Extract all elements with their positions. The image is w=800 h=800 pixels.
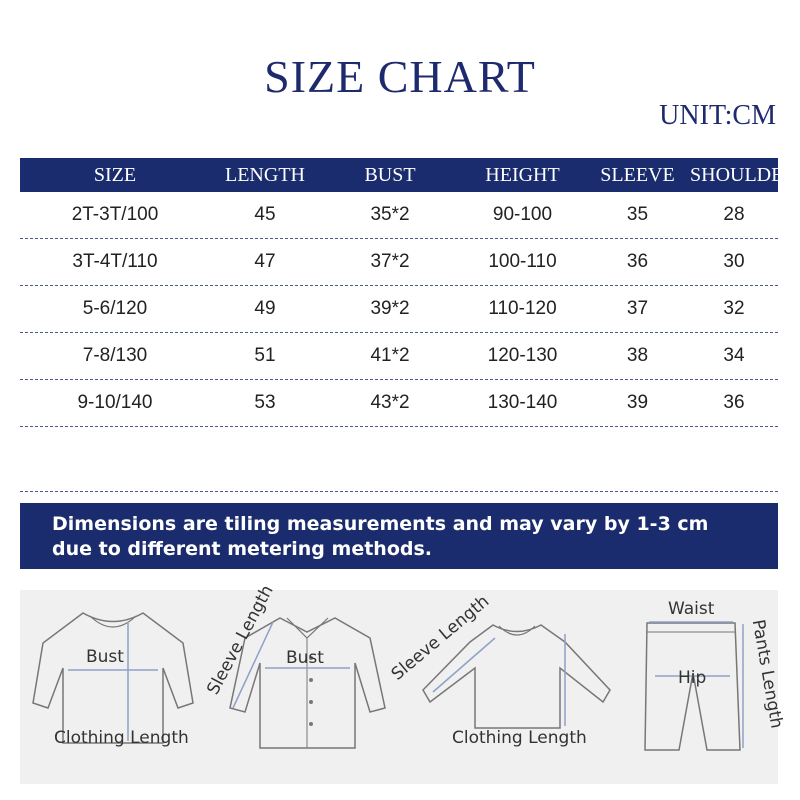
table-row: [20, 333, 778, 380]
cell-size: 9-10/140: [77, 392, 153, 413]
note-line-1: Dimensions are tiling measurements and may vary by 1-3 cm: [52, 513, 709, 535]
cell-height: 130-140: [487, 392, 558, 413]
cell-length: 51: [254, 345, 276, 366]
cell-shoulder: 34: [723, 345, 745, 366]
table-row: [20, 286, 778, 333]
cell-bust: 43*2: [370, 392, 410, 413]
shirt-sleeve-label: Sleeve Length: [203, 581, 278, 699]
header-height: HEIGHT: [485, 163, 560, 186]
cell-bust: 35*2: [370, 204, 410, 225]
table-row: [20, 192, 778, 239]
measurement-diagram: [20, 581, 787, 784]
unit-label: UNIT:CM: [659, 100, 776, 131]
cell-shoulder: 30: [723, 251, 745, 272]
size-table: [20, 158, 797, 492]
cell-height: 120-130: [487, 345, 558, 366]
cell-size: 3T-4T/110: [72, 251, 158, 272]
header-shoulder: SHOULDER: [690, 163, 797, 186]
pants-hip-label: Hip: [678, 668, 707, 688]
cell-size: 5-6/120: [82, 298, 148, 319]
measurement-note: [20, 503, 778, 569]
cell-shoulder: 36: [723, 392, 745, 413]
cell-shoulder: 28: [723, 204, 745, 225]
cell-height: 100-110: [488, 251, 557, 272]
sweater-length-label: Clothing Length: [452, 728, 587, 748]
cell-height: 110-120: [488, 298, 557, 319]
cell-sleeve: 38: [626, 345, 649, 366]
pants-illustration: [635, 618, 750, 758]
cell-sleeve: 36: [626, 251, 649, 272]
cell-sleeve: 37: [626, 298, 649, 319]
cell-length: 45: [254, 204, 276, 225]
cell-height: 90-100: [492, 204, 553, 225]
empty-row: [20, 427, 778, 492]
cell-sleeve: 39: [626, 392, 649, 413]
page-title: SIZE CHART: [264, 51, 536, 102]
pants-waist-label: Waist: [668, 599, 715, 619]
cell-length: 49: [254, 298, 276, 319]
tshirt-length-label: Clothing Length: [54, 728, 189, 748]
note-line-2: due to different metering methods.: [52, 538, 432, 560]
table-row: [20, 380, 778, 427]
cell-length: 47: [254, 251, 276, 272]
header-length: LENGTH: [225, 163, 305, 186]
tshirt-bust-label: Bust: [86, 647, 124, 667]
table-row: [20, 239, 778, 286]
cell-bust: 39*2: [370, 298, 410, 319]
table-header: [20, 158, 797, 192]
cell-bust: 37*2: [370, 251, 410, 272]
tshirt-illustration: [28, 608, 198, 748]
cell-size: 2T-3T/100: [71, 204, 159, 225]
header-size: SIZE: [93, 163, 137, 186]
cell-length: 53: [254, 392, 276, 413]
cell-bust: 41*2: [370, 345, 410, 366]
cell-shoulder: 32: [723, 298, 745, 319]
shirt-bust-label: Bust: [286, 648, 324, 668]
cell-sleeve: 35: [626, 204, 649, 225]
sweater-sleeve-label: Sleeve Length: [387, 591, 494, 685]
pants-length-label: Pants Length: [747, 617, 787, 731]
header-sleeve: SLEEVE: [600, 163, 675, 186]
cell-size: 7-8/130: [82, 345, 148, 366]
header-bust: BUST: [364, 163, 416, 186]
